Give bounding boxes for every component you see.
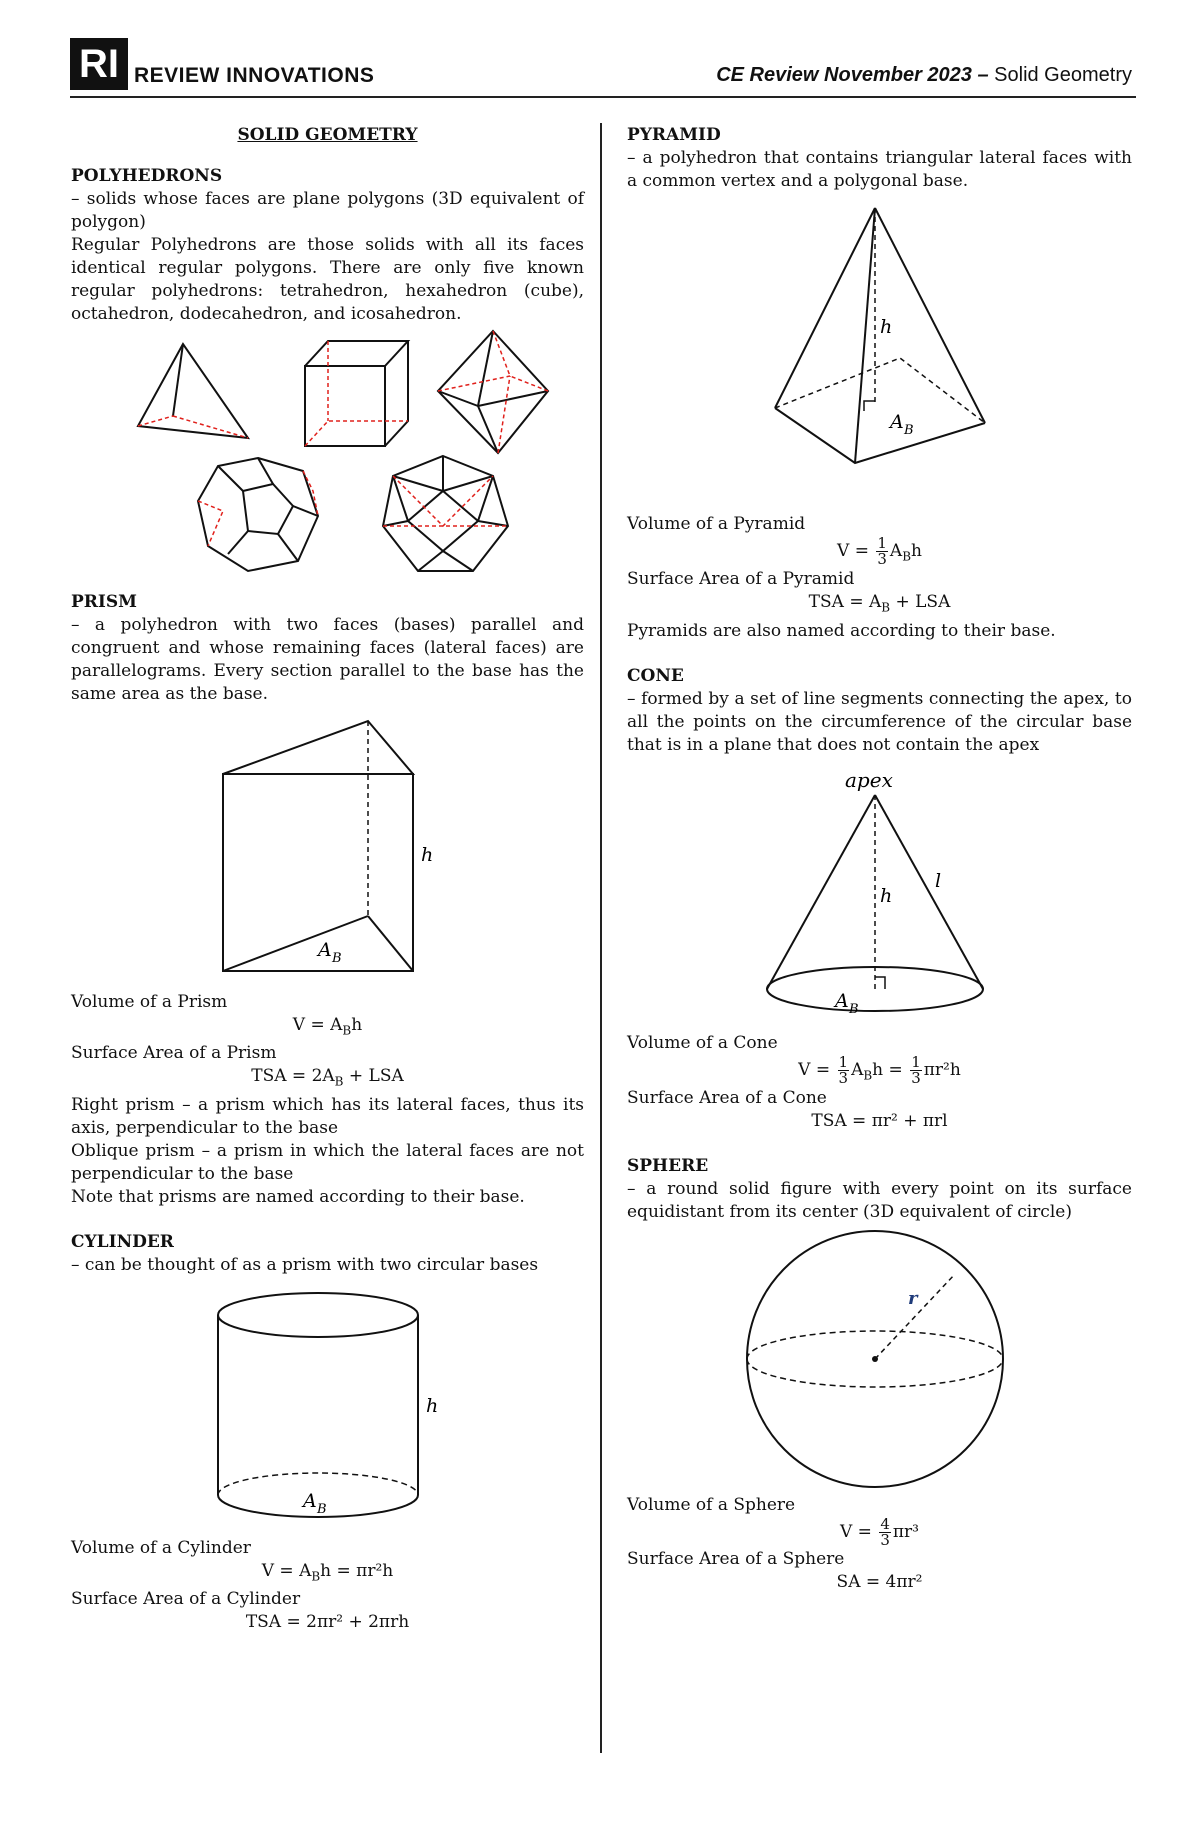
pyramid-volume-tail: h — [911, 541, 922, 561]
cylinder-area-label: Surface Area of a Cylinder — [71, 1589, 301, 1610]
column-divider — [600, 123, 602, 1753]
topic-title: Solid Geometry — [994, 64, 1132, 86]
prism-figure — [178, 706, 478, 991]
prism-heading: PRISM — [71, 592, 137, 612]
cone-volume-mid: A — [851, 1059, 864, 1080]
cone-area-label: Surface Area of a Cone — [627, 1088, 827, 1109]
pyramid-volume-lhs: V = — [837, 541, 869, 561]
sphere-volume-fraction — [879, 1517, 891, 1548]
fraction-numerator: 4 — [880, 1515, 890, 1534]
cone-volume-tail: πr²h — [923, 1059, 961, 1080]
cone-volume-label: Volume of a Cone — [627, 1032, 778, 1053]
cylinder-volume-sub: B — [311, 1569, 321, 1584]
fraction-numerator: 1 — [877, 534, 887, 552]
sphere-volume-tail: πr³ — [892, 1522, 919, 1543]
fraction-numerator: 1 — [838, 1052, 849, 1071]
cone-volume-fraction — [838, 1052, 850, 1087]
pyramid-base-sub: B — [903, 423, 914, 438]
left-column — [71, 124, 584, 1634]
logo: RI — [70, 38, 128, 90]
polyhedrons-definition: – solids whose faces are plane polygons (3D equivalent of polygon) — [71, 189, 584, 232]
pyramid-volume-sub: B — [902, 549, 912, 564]
cone-base-sub: B — [848, 1001, 859, 1017]
cylinder-volume-label: Volume of a Cylinder — [71, 1537, 251, 1558]
oblique-prism-text: Oblique prism – a prism in which the lateral faces are not perpendicular to the base — [71, 1140, 584, 1184]
tetrahedron-shape — [138, 344, 248, 438]
cone-slant-label: l — [934, 869, 941, 892]
cylinder-base-sub: B — [316, 1501, 327, 1517]
fraction-denominator: 3 — [880, 1531, 890, 1550]
sphere-radius-label: r — [907, 1288, 917, 1310]
sphere-volume-label: Volume of a Sphere — [627, 1495, 796, 1516]
prism-volume-formula — [71, 1014, 584, 1042]
cylinder-heading: CYLINDER — [71, 1231, 174, 1252]
course-title: CE Review November 2023 – — [716, 64, 989, 86]
cone-volume-lhs: V = — [798, 1059, 831, 1080]
cylinder-definition: – can be thought of as a prism with two circular bases — [71, 1254, 539, 1275]
polyhedrons-heading: POLYHEDRONS — [71, 166, 223, 186]
prism-area-lhs: TSA = 2A — [251, 1066, 335, 1087]
header-course — [716, 64, 1132, 87]
prism-area-formula — [71, 1065, 584, 1093]
cylinder-area-formula: TSA = 2πr² + 2πrh — [245, 1612, 410, 1633]
pyramid-area-sub: B — [881, 600, 891, 615]
cone-area-formula: TSA = πr² + πrl — [811, 1111, 948, 1132]
prism-area-label: Surface Area of a Prism — [71, 1043, 277, 1064]
cylinder-volume-formula — [71, 1560, 584, 1588]
cylinder-height-label: h — [425, 1394, 438, 1417]
prism-note: Note that prisms are named according to their base. — [71, 1186, 525, 1207]
prism-volume-lhs: V = A — [292, 1015, 343, 1035]
page-header — [70, 38, 1136, 98]
pyramid-area-tail: + LSA — [890, 592, 951, 613]
prism-base-sub: B — [331, 951, 342, 966]
fraction-numerator: 1 — [911, 1052, 921, 1071]
pyramid-area-lhs: TSA = A — [808, 592, 882, 613]
pyramid-volume-rhs: A — [889, 541, 903, 561]
sphere-volume-formula — [627, 1517, 1132, 1548]
pyramid-heading: PYRAMID — [627, 125, 721, 145]
prism-base-label: A — [317, 939, 332, 961]
polyhedrons-figure — [98, 326, 558, 581]
prism-volume-label: Volume of a Prism — [71, 992, 228, 1012]
cone-apex-label: apex — [844, 767, 893, 792]
sphere-area-formula: SA = 4πr² — [836, 1572, 923, 1593]
cone-definition: – formed by a set of line segments connecting the apex, to all the points on the circumference of the circular base that is in a plane that does not contain the apex — [627, 688, 1132, 755]
pyramid-figure — [730, 193, 1030, 513]
prism-volume-tail: h — [351, 1015, 363, 1035]
cylinder-figure — [178, 1277, 478, 1537]
cone-volume-sub: B — [863, 1068, 873, 1083]
pyramid-definition: – a polyhedron that contains triangular lateral faces with a common vertex and a polygonal base. — [627, 148, 1132, 191]
cylinder-base-label: A — [302, 1489, 317, 1512]
pyramid-volume-formula — [627, 536, 1132, 568]
right-prism-text: Right prism – a prism which has its lateral faces, thus its axis, perpendicular to the base — [71, 1094, 584, 1138]
sphere-center-dot — [872, 1356, 878, 1362]
cylinder-volume-tail: h = πr²h — [320, 1560, 394, 1581]
sphere-definition: – a round solid figure with every point on its surface equidistant from its center (3D equivalent of circle) — [627, 1179, 1132, 1223]
cone-figure — [730, 757, 1030, 1032]
hexahedron-shape — [305, 341, 408, 446]
pyramid-volume-fraction — [876, 536, 888, 567]
octahedron-shape — [438, 331, 548, 453]
cone-volume-fraction-2 — [910, 1052, 922, 1087]
cylinder-volume-lhs: V = A — [261, 1560, 312, 1581]
sphere-heading: SPHERE — [627, 1156, 709, 1177]
cone-volume-mid2: h = — [872, 1059, 903, 1080]
brand-name: REVIEW INNOVATIONS — [134, 64, 375, 87]
pyramid-base-label: A — [889, 411, 904, 433]
sphere-figure — [730, 1224, 1030, 1494]
pyramid-area-label: Surface Area of a Pyramid — [627, 569, 855, 590]
prism-area-tail: + LSA — [343, 1066, 404, 1087]
cone-heading: CONE — [627, 665, 684, 686]
cone-base-label: A — [834, 989, 849, 1012]
cone-height-label: h — [879, 884, 892, 907]
fraction-denominator: 3 — [877, 550, 887, 568]
prism-area-sub: B — [334, 1074, 344, 1089]
cone-volume-formula — [627, 1052, 1132, 1087]
page-title: SOLID GEOMETRY — [237, 125, 418, 145]
pyramid-note: Pyramids are also named according to their base. — [627, 620, 1056, 641]
prism-volume-sub: B — [342, 1023, 352, 1038]
right-column — [627, 124, 1132, 1594]
prism-height-label: h — [420, 844, 433, 866]
pyramid-height-label: h — [879, 316, 892, 338]
sphere-area-label: Surface Area of a Sphere — [627, 1549, 845, 1570]
fraction-denominator: 3 — [911, 1068, 921, 1087]
dodecahedron-shape — [198, 458, 318, 571]
sphere-volume-lhs: V = — [839, 1522, 872, 1543]
regular-polyhedrons-text: Regular Polyhedrons are those solids with all its faces identical regular polygons. There are only five known regular polyhedrons: tetrahedron, hexahedron (cube), octahedron, dodecahedron, and icosahedron. — [71, 235, 584, 324]
pyramid-area-formula — [627, 591, 1132, 619]
pyramid-volume-label: Volume of a Pyramid — [627, 514, 806, 534]
prism-definition: – a polyhedron with two faces (bases) parallel and congruent and whose remaining faces (lateral faces) are parallelograms. Every section parallel to the base has the same area as the base. — [71, 615, 584, 704]
icosahedron-shape — [383, 456, 508, 571]
fraction-denominator: 3 — [838, 1068, 849, 1087]
